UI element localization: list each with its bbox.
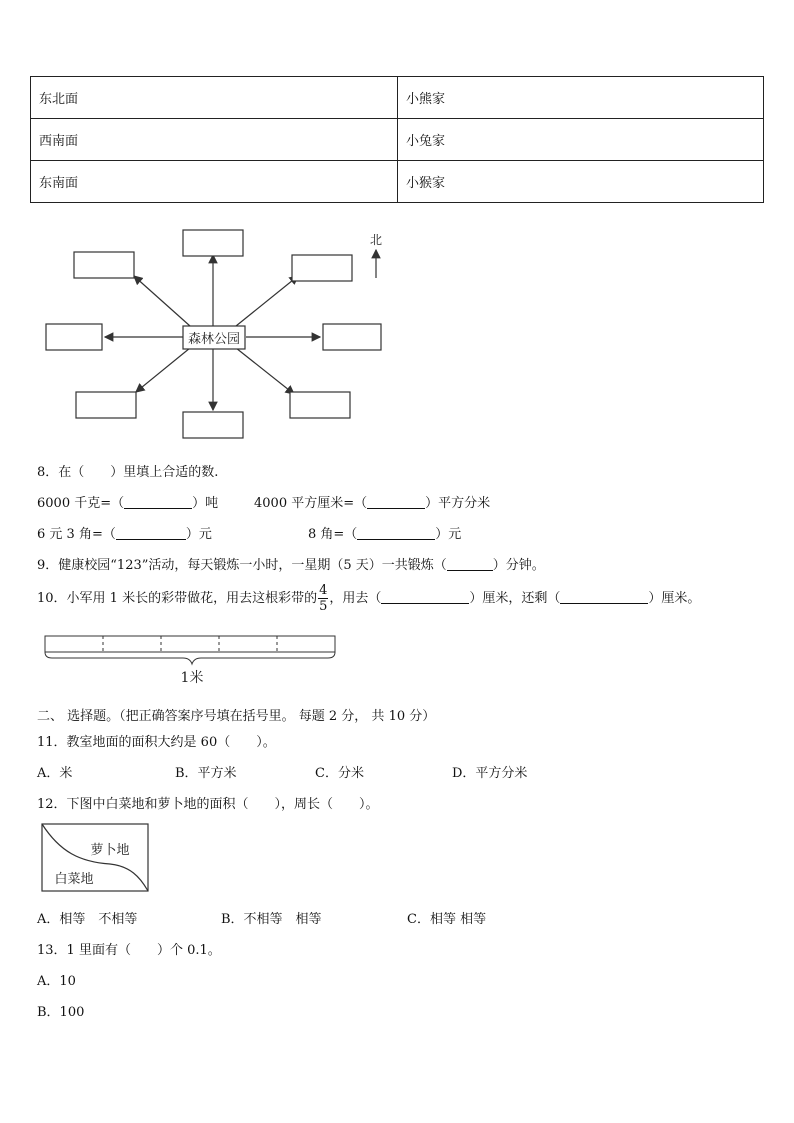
q11-option-c[interactable]: C．分米 [315,766,364,781]
q11-prompt: 11．教室地面的面积大约是 60（ ）。 [37,735,276,750]
q11-option-d[interactable]: D．平方分米 [452,766,528,781]
q8-d-left: 8 角=（ [308,527,358,542]
table-cell: 小熊家 [398,77,764,119]
q12-option-b[interactable]: B．不相等 相等 [221,912,322,927]
table-cell: 东北面 [31,77,398,119]
q10-part1: 10．小军用 1 米长的彩带做花，用去这根彩带的 [37,591,318,606]
q8-a-left: 6000 千克=（ [37,496,125,511]
center-label: 森林公园 [187,332,241,347]
q8-d-blank[interactable] [357,527,435,540]
q9-blank[interactable] [447,558,493,571]
radish-label: 萝卜地 [90,843,130,858]
ribbon-brace [45,652,335,664]
table-cell: 西南面 [31,119,398,161]
q10-blank-left[interactable] [560,591,648,604]
table-row [31,77,764,119]
q13-prompt: 13．1 里面有（ ）个 0.1。 [37,943,221,958]
table-row [31,161,764,203]
direction-table [30,76,764,203]
ribbon-bar [45,636,335,652]
q8-c-blank[interactable] [116,527,186,540]
forest-park-diagram [0,220,400,450]
q10-part2: ，用去（ [329,591,382,606]
north-label: 北 [369,233,383,247]
section2-title: 二、 选择题。（把正确答案序号填在括号里。 每题 2 分， 共 10 分） [37,709,436,724]
q11-option-a[interactable]: A．米 [37,766,73,781]
q10-blank-used[interactable] [381,591,469,604]
ribbon-label: 1米 [180,670,204,686]
q8-b-blank[interactable] [367,496,425,509]
q11-option-b[interactable]: B．平方米 [175,766,237,781]
q13-option-a[interactable]: A．10 [37,974,76,989]
q9-right: ）分钟。 [492,558,545,573]
fraction-denominator: 5 [319,599,328,614]
q8-c-right: ）元 [185,527,212,542]
q10 [37,581,700,617]
q10-fraction [318,583,328,614]
q12-prompt: 12．下图中白菜地和萝卜地的面积（ ），周长（ ）。 [37,797,379,812]
q9 [37,554,545,573]
q12-option-c[interactable]: C．相等 相等 [407,912,487,927]
fraction-numerator: 4 [319,583,328,598]
q8-a-blank[interactable] [124,496,192,509]
q8-row2b [308,523,461,542]
q8-d-right: ）元 [435,527,462,542]
q8-b-left: 4000 平方厘米=（ [254,496,368,511]
q8-row1 [37,492,218,511]
ribbon-diagram [40,630,345,690]
table-cell: 小兔家 [398,119,764,161]
q9-left: 9．健康校园“123”活动，每天锻炼一小时，一星期（5 天）一共锻炼（ [37,558,447,573]
q8-a-right: ）吨 [192,496,219,511]
ribbon-dividers [103,636,277,652]
q8-row2 [37,523,212,542]
q8-row1b [254,492,490,511]
q8-prompt: 8．在（ ）里填上合适的数. [37,465,219,480]
q10-part3: ）厘米，还剩（ [469,591,561,606]
table-cell: 东南面 [31,161,398,203]
q13-option-b[interactable]: B．100 [37,1005,85,1020]
q8-c-left: 6 元 3 角=（ [37,527,116,542]
q10-part4: ）厘米。 [648,591,701,606]
q12-option-a[interactable]: A．相等 不相等 [37,912,138,927]
q8-b-right: ）平方分米 [425,496,491,511]
table-cell: 小猴家 [398,161,764,203]
garden-diagram [40,822,152,894]
cabbage-label: 白菜地 [54,872,94,887]
table-row [31,119,764,161]
